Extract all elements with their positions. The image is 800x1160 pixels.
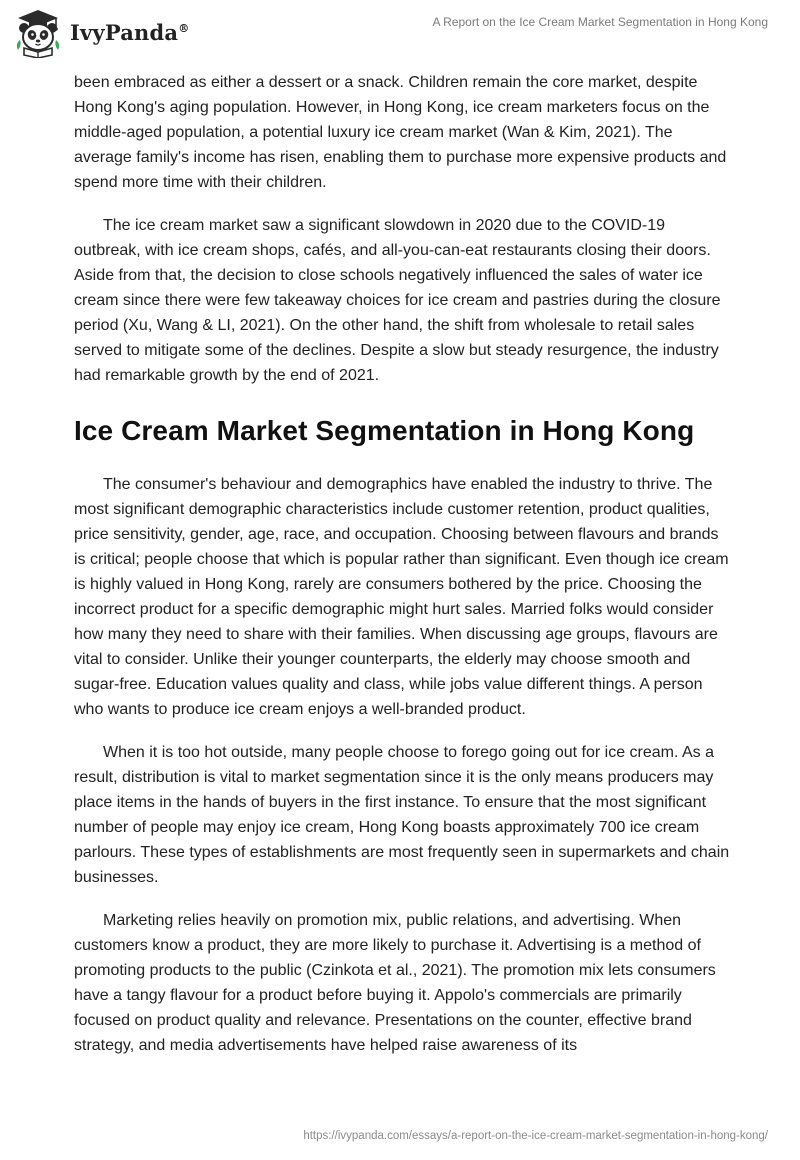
brand-logo[interactable] <box>12 6 189 58</box>
paragraph-distribution: When it is too hot outside, many people choose to forego going out for ice cream. As a result, distribution is vital to market segmentation since it is the only means producers may place items in the hands of buyers in the first instance. To ensure that the most significant number of people may enjoy ice cream, Hong Kong boasts approximately 700 ice cream parlours. These types of establishments are most frequently seen in supermarkets and chain businesses. <box>74 744 730 886</box>
panda-graduate-icon <box>12 6 64 58</box>
essay-body <box>74 70 734 1076</box>
page-header <box>0 0 800 70</box>
brand-name: IvyPanda® <box>70 19 190 45</box>
source-url[interactable]: https://ivypanda.com/essays/a-report-on-the-ice-cream-market-segmentation-in-hong-kong/ <box>303 1130 768 1142</box>
section-heading: Ice Cream Market Segmentation in Hong Kong <box>74 415 695 446</box>
paragraph-consumer-behaviour: The consumer's behaviour and demographics have enabled the industry to thrive. The most significant demographic characteristics include customer retention, product qualities, price sensitivity, gender, age, race, and occupation. Choosing between flavours and brands is critical; people choose that which is popular rather than significant. Even though ice cream is highly valued in Hong Kong, rarely are consumers bothered by the price. Choosing the incorrect product for a specific demographic might hurt sales. Married folks would consider how many they need to share with their families. When discussing age groups, flavours are vital to consider. Unlike their younger counterparts, the elderly may choose smooth and sugar-free. Education values quality and class, while jobs value different things. A person who wants to produce ice cream enjoys a well-branded product. <box>74 476 729 718</box>
document-title: A Report on the Ice Cream Market Segmentation in Hong Kong <box>432 15 768 29</box>
paragraph-marketing: Marketing relies heavily on promotion mix, public relations, and advertising. When customers know a product, they are more likely to purchase it. Advertising is a method of promoting products to the public (Czinkota et al., 2021). The promotion mix lets consumers have a tangy flavour for a product before buying it. Appolo's commercials are primarily focused on product quality and relevance. Presentations on the counter, effective brand strategy, and media advertisements have helped raise awareness of its <box>74 912 716 1054</box>
paragraph-continuation: been embraced as either a dessert or a snack. Children remain the core market, despite Hong Kong's aging population. However, in Hong Kong, ice cream marketers focus on the middle-aged population, a potential luxury ice cream market (Wan & Kim, 2021). The average family's income has risen, enabling them to purchase more expensive products and spend more time with their children. <box>74 74 727 191</box>
paragraph-covid: The ice cream market saw a significant slowdown in 2020 due to the COVID-19 outbreak, with ice cream shops, cafés, and all-you-can-eat restaurants closing their doors. Aside from that, the decision to close schools negatively influenced the sales of water ice cream since there were few takeaway choices for ice cream and pastries during the closure period (Xu, Wang & LI, 2021). On the other hand, the shift from wholesale to retail sales served to mitigate some of the declines. Despite a slow but steady resurgence, the industry had remarkable growth by the end of 2021. <box>74 217 721 384</box>
